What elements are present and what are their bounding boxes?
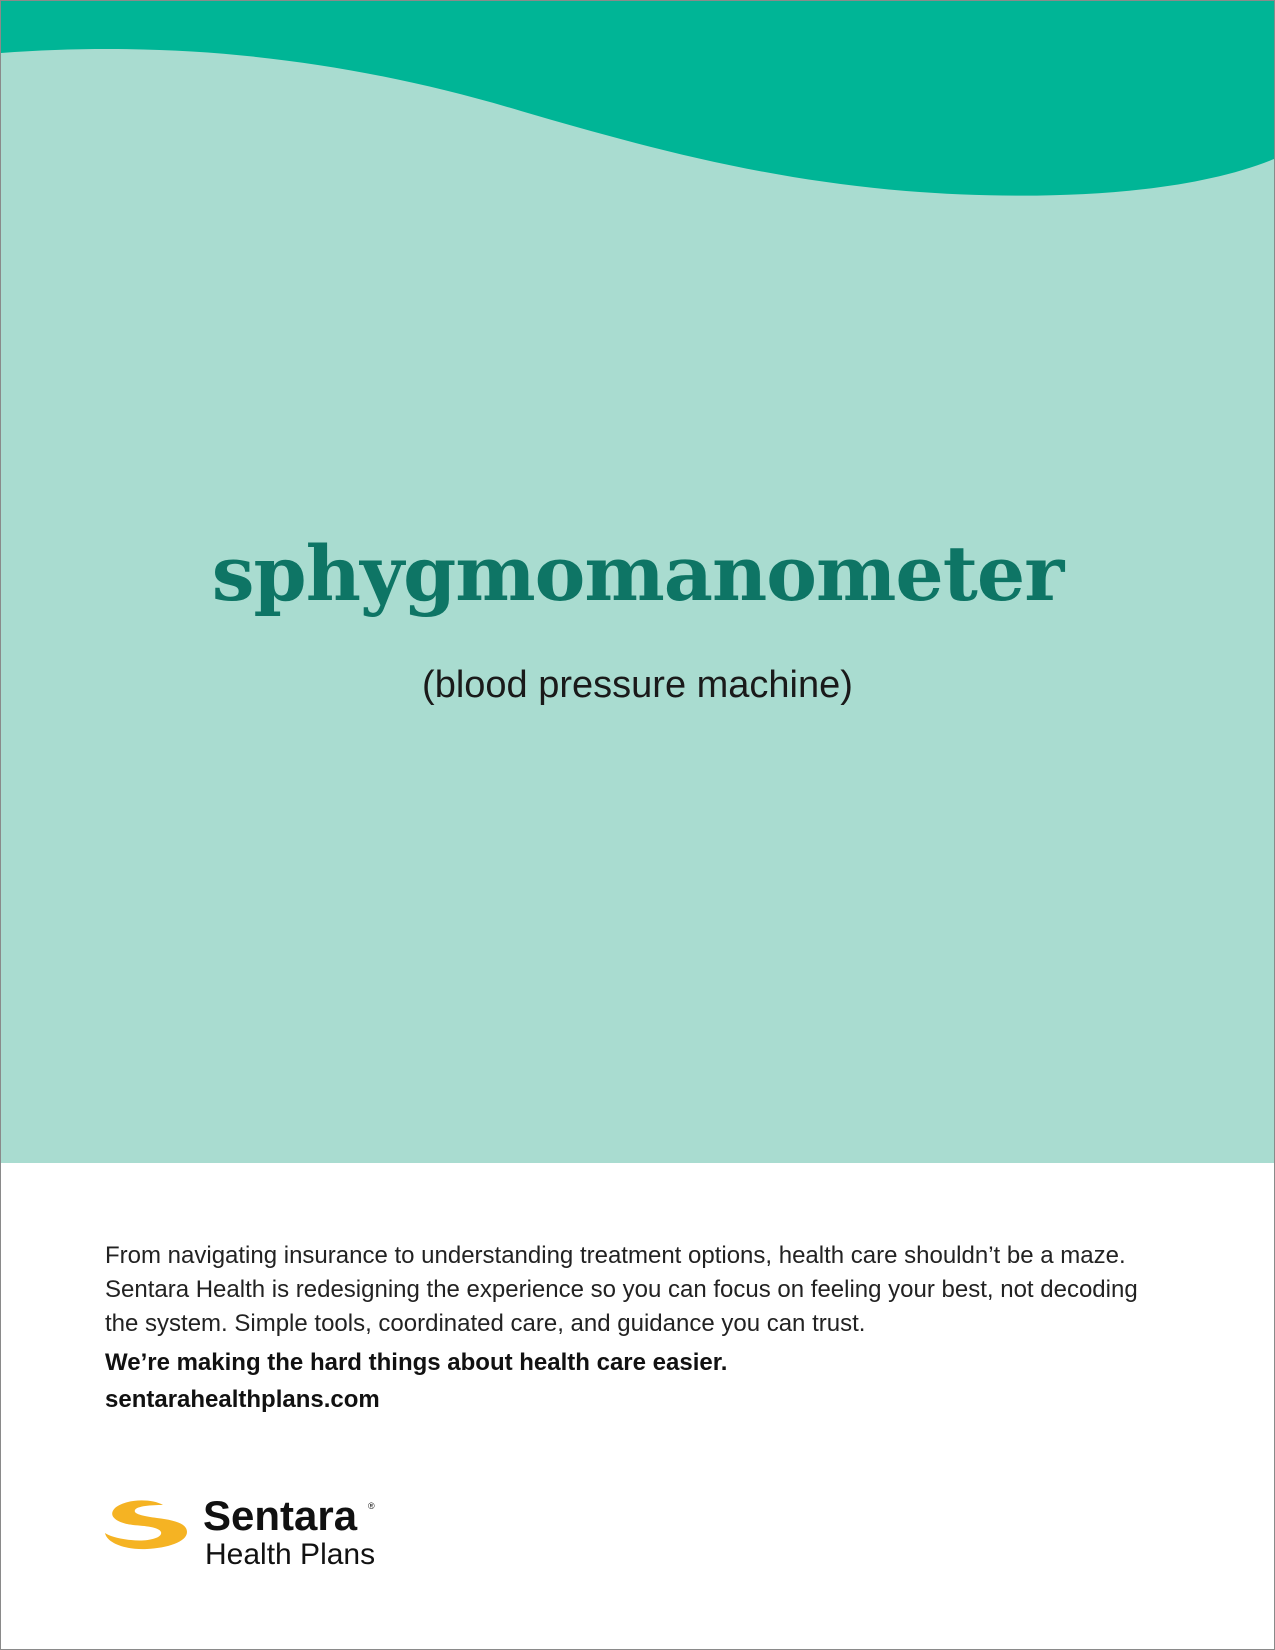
- decorative-wave: [1, 1, 1274, 211]
- sentara-s-swoosh-icon: [103, 1499, 189, 1551]
- body-paragraph: [105, 1239, 1185, 1341]
- headword-title: sphygmomanometer: [211, 529, 1064, 618]
- body-line: Sentara Health is redesigning the experience so you can focus on feeling your best, not decoding: [105, 1276, 1138, 1303]
- sentara-logo: [103, 1492, 403, 1575]
- brand-subtitle: Health Plans: [205, 1538, 376, 1571]
- tagline: We’re making the hard things about health care easier.: [105, 1349, 728, 1376]
- hero-panel: [1, 1, 1274, 1163]
- website-link[interactable]: sentarahealthplans.com: [105, 1386, 380, 1413]
- body-line: From navigating insurance to understanding treatment options, health care shouldn’t be a maze.: [105, 1242, 1126, 1269]
- headword-definition: (blood pressure machine): [422, 664, 853, 706]
- brand-name: Sentara: [203, 1492, 358, 1539]
- registered-mark: ®: [368, 1501, 375, 1511]
- body-line: the system. Simple tools, coordinated care, and guidance you can trust.: [105, 1310, 866, 1337]
